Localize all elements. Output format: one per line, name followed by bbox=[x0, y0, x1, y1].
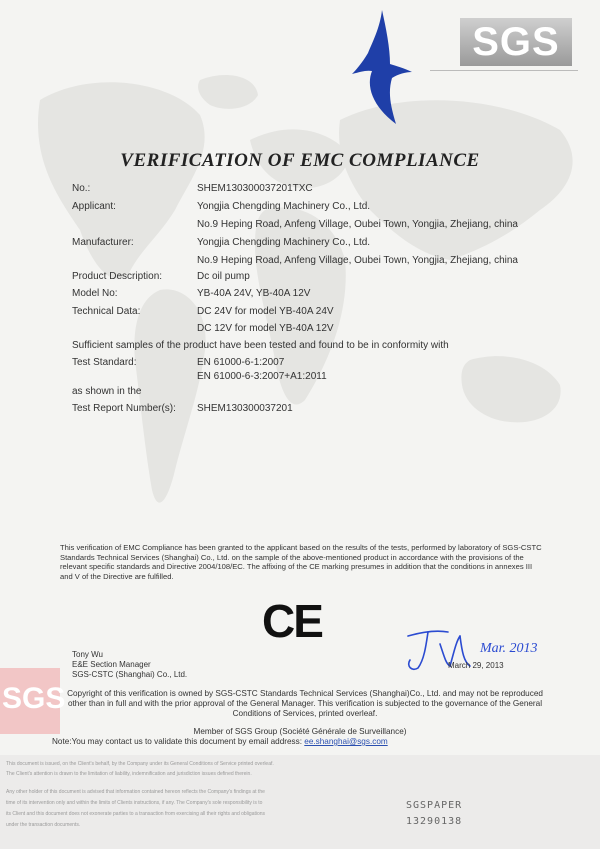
handwritten-signature bbox=[400, 622, 575, 682]
validation-note bbox=[52, 737, 388, 746]
verification-paragraph: This verification of EMC Compliance has been granted to the applicant based on the results of the tests, performed by laboratory of SGS-CSTC Standards Technical Services (Shanghai) Co., Ltd. on the sample of the above-mentioned product in accordance with the provisions of the relevant specific standards and Directive 2004/108/EC. The affixing of the CE marking presumes in addition that the conditions in annexes III and V of the Directive are fulfilled. bbox=[60, 543, 542, 581]
signature-date-handwritten: Mar. 2013 bbox=[480, 641, 538, 656]
paper-label: SGSPAPER bbox=[406, 800, 463, 811]
email-link[interactable]: ee.shanghai@sgs.com bbox=[304, 737, 388, 746]
field-value-applicant: Yongjia Chengding Machinery Co., Ltd. bbox=[197, 201, 371, 212]
paper-number: 13290138 bbox=[406, 816, 463, 827]
document-title: VERIFICATION OF EMC COMPLIANCE bbox=[120, 150, 480, 171]
report-number-label: Test Report Number(s): bbox=[72, 403, 176, 414]
copyright-notice: Copyright of this verification is owned by SGS-CSTC Standards Technical Services (Shanghai)Co., Ltd. and may not be reproduced other than in full and with the prior approval of the General Manager. This verification is subjected to the governance of the General Conditions of Services, printed overleaf. bbox=[67, 689, 543, 719]
field-value-manufacturer-address: No.9 Heping Road, Anfeng Village, Oubei Town, Yongjia, Zhejiang, china bbox=[197, 255, 518, 266]
field-label-applicant: Applicant: bbox=[72, 201, 116, 212]
sgs-stamp-text: SGS bbox=[2, 682, 66, 715]
test-standard-2: EN 61000-6-3:2007+A1:2011 bbox=[197, 371, 327, 382]
field-value-applicant-address: No.9 Heping Road, Anfeng Village, Oubei Town, Yongjia, Zhejiang, china bbox=[197, 219, 518, 230]
fine-print-line: Any other holder of this document is advised that information contained hereon reflects the Company's findings at the bbox=[6, 789, 265, 795]
field-label-technical: Technical Data: bbox=[72, 306, 141, 317]
fine-print-line: its Client and this document does not exonerate parties to a transaction from exercising all their rights and obligations bbox=[6, 811, 266, 817]
field-value-technical-12v: DC 12V for model YB-40A 12V bbox=[197, 323, 334, 334]
signatory-company: SGS-CSTC (Shanghai) Co., Ltd. bbox=[72, 670, 188, 679]
fine-print-line: time of its intervention only and within the limits of Clients instructions, if any. The Company's sole responsibility is to bbox=[6, 800, 263, 806]
validation-note-text: Note:You may contact us to validate this document by email address: bbox=[52, 737, 305, 746]
shown-in-text: as shown in the bbox=[72, 386, 142, 397]
field-label-manufacturer: Manufacturer: bbox=[72, 237, 134, 248]
field-value-product: Dc oil pump bbox=[197, 271, 250, 282]
conformity-statement: Sufficient samples of the product have been tested and found to be in conformity with bbox=[72, 340, 449, 351]
sgs-bird-logo bbox=[352, 8, 412, 126]
fine-print-line: This document is issued, on the Client's behalf, by the Company under its General Conditions of Service printed overleaf. bbox=[6, 761, 274, 767]
report-number-value: SHEM130300037201 bbox=[197, 403, 293, 414]
sgs-stamp bbox=[0, 668, 66, 734]
signatory-name: Tony Wu bbox=[72, 650, 103, 659]
logo-divider bbox=[430, 70, 578, 71]
test-standard-1: EN 61000-6-1:2007 bbox=[197, 357, 285, 368]
field-label-model: Model No: bbox=[72, 288, 118, 299]
field-value-model: YB-40A 24V, YB-40A 12V bbox=[197, 288, 311, 299]
field-value-technical-24v: DC 24V for model YB-40A 24V bbox=[197, 306, 334, 317]
field-value-no: SHEM130300037201TXC bbox=[197, 183, 313, 194]
member-statement: Member of SGS Group (Société Générale de Surveillance) bbox=[193, 727, 407, 736]
field-label-no: No.: bbox=[72, 183, 91, 194]
issue-date: March 29, 2013 bbox=[448, 661, 504, 670]
ce-mark: CE bbox=[262, 595, 322, 647]
test-standard-label: Test Standard: bbox=[72, 357, 137, 368]
fine-print-line: under the transaction documents. bbox=[6, 822, 81, 828]
sgs-logo: SGS bbox=[460, 18, 572, 66]
field-label-product: Product Description: bbox=[72, 271, 163, 282]
field-value-manufacturer: Yongjia Chengding Machinery Co., Ltd. bbox=[197, 237, 371, 248]
signatory-title: E&E Section Manager bbox=[72, 660, 151, 669]
fine-print-line: The Client's attention is drawn to the limitation of liability, indemnification and jurisdiction issues defined therein. bbox=[6, 771, 252, 777]
